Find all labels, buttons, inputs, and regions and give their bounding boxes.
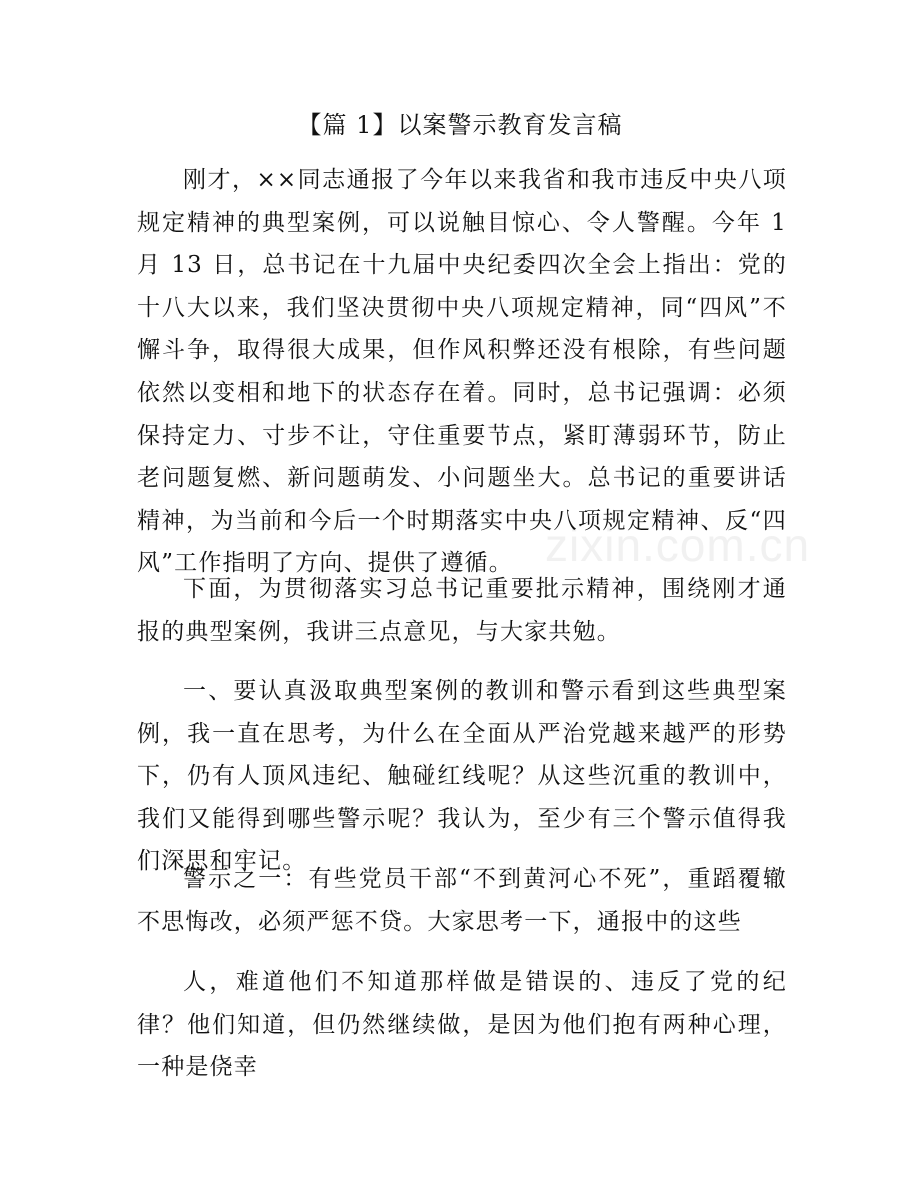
watermark: zixin.com.cn: [545, 519, 811, 571]
paragraph-1: 刚才，××同志通报了今年以来我省和我市违反中央八项规定精神的典型案例，可以说触目惊心、令人警醒。今年 1 月 13 日，总书记在十九届中央纪委四次全会上指出：党的十八大以来，我们坚决贯彻中央八项规定精神，同“四风”不懈斗争，取得很大成果，但作风积弊还没有根除，有些问题依然以变相和地下的状态存在着。同时，总书记强调：必须保持定力、寸步不让，守住重要节点，紧盯薄弱环节，防止老问题复燃、新问题萌发、小问题坐大。总书记的重要讲话精神，为当前和今后一个时期落实中央八项规定精神、反“四风”工作指明了方向、提供了遵循。: [137, 167, 787, 577]
document-title: 【篇 1】以案警示教育发言稿: [297, 111, 623, 139]
paragraph-4: 警示之一：有些党员干部“不到黄河心不死”，重蹈覆辙不思悔改，必须严惩不贷。大家思考一下，通报中的这些: [137, 866, 787, 935]
paragraph-2: 下面，为贯彻落实习总书记重要批示精神，围绕刚才通报的典型案例，我讲三点意见，与大家共勉。: [137, 576, 787, 645]
paragraph-5: 人，难道他们不知道那样做是错误的、违反了党的纪律？他们知道，但仍然继续做，是因为他们抱有两种心理，一种是侥幸: [137, 969, 787, 1081]
paragraph-3: 一、要认真汲取典型案例的教训和警示看到这些典型案例，我一直在思考，为什么在全面从严治党越来越严的形势下，仍有人顶风违纪、触碰红线呢？从这些沉重的教训中，我们又能得到哪些警示呢？我认为，至少有三个警示值得我们深思和牢记。: [137, 678, 787, 875]
